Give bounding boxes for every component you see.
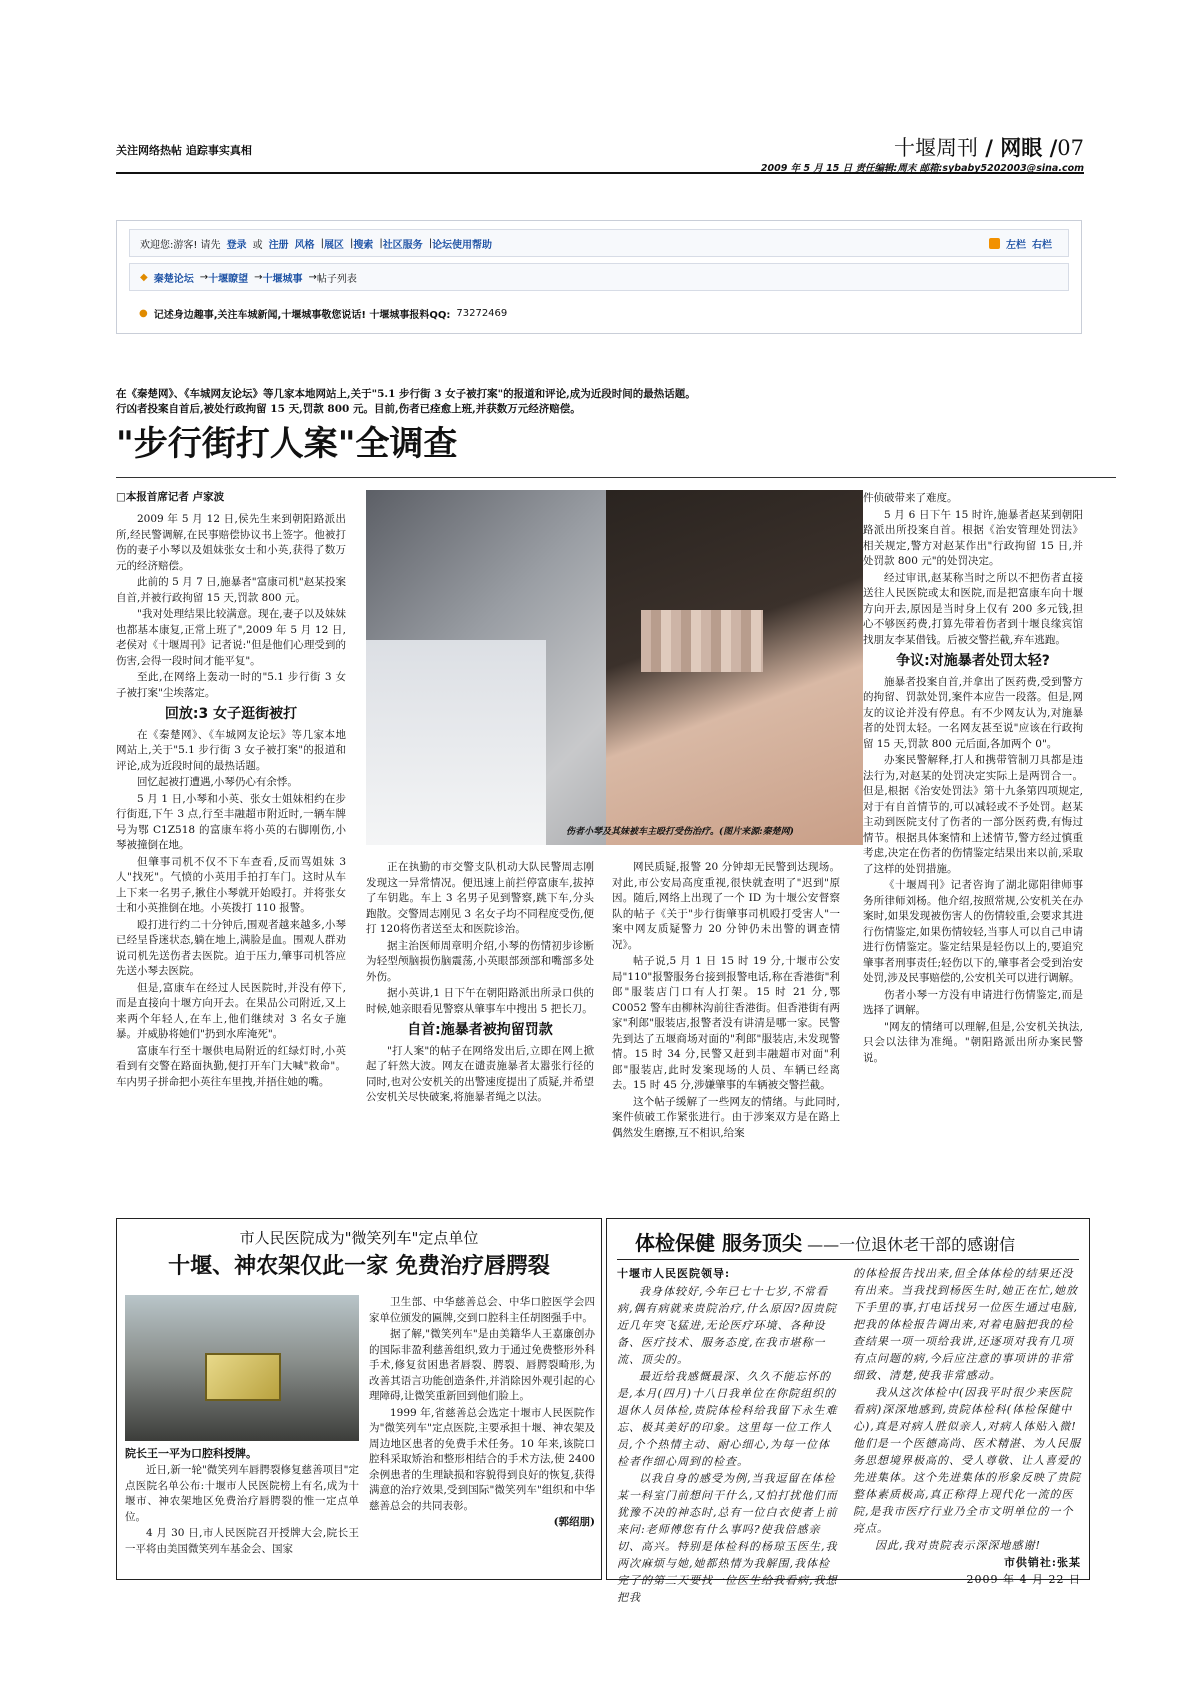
paragraph: 5 月 1 日,小琴和小英、张女士姐妹相约在步行街逛,下午 3 点,行至丰融超市附近时,一辆车牌号为鄂 C1Z518 的富康车将小英的右脚刚伤,小琴被撞倒在地。	[116, 792, 346, 851]
article-headline: "步行街打人案"全调查	[116, 424, 458, 464]
letter-title-main: 体检保健 服务顶尖	[635, 1231, 802, 1255]
ad1-photo-caption: 院长王一平为口腔科授牌。	[125, 1447, 257, 1460]
article-byline: □本报首席记者 卢家波	[116, 491, 225, 503]
paragraph: 据了解,"微笑列车"是由美籍华人王嘉廉创办的国际非盈利慈善组织,致力于通过免费整形外科手术,修复贫困患者唇裂、腭裂、唇腭裂畸形,为改善其语言功能创造条件,并消除因外观引起的心理障碍,让微笑重新回到他们脸上。	[369, 1328, 595, 1402]
paragraph: 在《秦楚网》、《车城网友论坛》等几家本地网站上,关于"5.1 步行街 3 女子被打案"的报道和评论,成为近段时间的最热话题。	[116, 728, 346, 772]
notice-icon: ●	[139, 307, 148, 319]
forum-topbar: 欢迎您:游客! 请先 登录 或 注册 风格 | 展区 | 搜索 | 社区服务 | 论坛使用帮助 左栏 右栏	[129, 229, 1069, 257]
paragraph: 件侦破带来了难度。	[863, 492, 958, 504]
paragraph: 的体检报告找出来,但全体体检的结果还没有出来。当我找到杨医生时,她正在忙,她放下手里的事,打电话找另一位医生通过电脑,把我的体检报告调出来,对着电脑把我的检查结果一项一项给我讲,还逐项对我有几项有点问题的病,今后应注意的事项讲的非常细致、清楚,使我非常感动。	[853, 1267, 1078, 1382]
paragraph: 我从这次体检中(因我平时很少来医院看病)深深地感到,贵院体检科(体检保健中心),真是对病人胜似亲人,对病人体贴入微!他们是一个医德高尚、医术精湛、为人民服务思想境界极高的、受人尊敬、让人喜爱的先进集体。这个先进集体的形象反映了贵院整体素质极高,真正称得上现代化一流的医院,是我市医疗行业乃全市文明单位的一个亮点。	[853, 1386, 1081, 1535]
paragraph: 正在执勤的市交警支队机动大队民警周志刚发现这一异常情况。便迅速上前拦停富康车,拔掉了车钥匙。车上 3 名男子见到警察,跳下车,分头跑散。交警周志刚见 3 名女子均不同程度受伤,便打 120将伤者送至太和医院诊治。	[366, 861, 594, 935]
letter-signer: 市供销社:张某	[1003, 1556, 1081, 1569]
article-column-2	[366, 860, 594, 1107]
forum-left-column[interactable]: 左栏	[1006, 239, 1026, 251]
header-rule	[116, 172, 1084, 174]
paragraph: 以我自身的感受为例,当我逗留在体检某一科室门前想问干什么,又怕打扰他们而犹豫不决的神态时,总有一位白衣使者上前来问:老师傅您有什么事吗?使我倍感亲切、高兴。特别是体检科的杨琼玉医生,我两次麻烦与她,她都热情为我解围,我体检完了的第三天要找一位医生给我看病,我想把我	[617, 1472, 838, 1604]
page-number: 07	[1057, 136, 1084, 160]
subheading-dispute: 争议:对施暴者处罚太轻?	[896, 653, 1050, 669]
forum-welcome: 欢迎您:游客! 请先	[140, 239, 221, 251]
paragraph: 但肇事司机不仅不下车查看,反而骂姐妹 3 人"找死"。气愤的小英用手拍打车门。这时从车上下来一名男子,揪住小琴就开始殴打。并将张女士和小英推倒在地。小英拨打 110 报警。	[116, 855, 346, 914]
photo-caption: 伤者小琴及其妹被车主殴打受伤治疗。(图片来源:秦楚网)	[566, 827, 794, 837]
forum-link-help[interactable]: 论坛使用帮助	[432, 239, 493, 251]
paragraph: 《十堰周刊》记者咨询了湖北郧阳律师事务所律师刘杨。他介绍,按照常规,公安机关在办案时,如果发现被伤害人的伤情较重,会要求其进行伤情鉴定,如果伤情较轻,当事人可以自己申请进行伤情鉴定。鉴定结果是轻伤以上的,要追究肇事者刑事责任;轻伤以下的,肇事者会受到治安处罚,涉及民事赔偿的,公安机关可以进行调解。	[863, 879, 1083, 984]
paragraph: 此前的 5 月 7 日,施暴者"富康司机"赵某投案自首,并被行政拘留 15 天,罚款 800 元。	[116, 576, 346, 604]
subheading-replay: 回放:3 女子逛街被打	[164, 706, 298, 722]
ad1-column-2	[369, 1295, 595, 1531]
letter-title	[635, 1227, 1015, 1256]
paragraph: 经过审讯,赵某称当时之所以不把伤者直接送往人民医院或太和医院,而是把富康车向十堰方向开去,原因是当时身上仅有 200 多元钱,担心不够医药费,打算先带着伤者到十堰良缘宾馆找朋友李某借钱。后被交警拦截,弃车逃跑。	[863, 571, 1083, 646]
paragraph: 5 月 6 日下午 15 时许,施暴者赵某到朝阳路派出所投案自首。根据《治安管理处罚法》相关规定,警方对赵某作出"行政拘留 15 日,并处罚款 800 元"的处罚决定。	[863, 508, 1083, 567]
paragraph: 据主治医师周章明介绍,小琴的伤情初步诊断为轻型颅脑损伤脑震荡,小英眼部颈部和嘴部多处外伤。	[366, 939, 594, 983]
paragraph: 最近给我感慨最深、久久不能忘怀的是,本月(四月)十八日我单位在你院组织的退休人员体检,贵院体检科给我留下永生难忘、极其美好的印象。这里每一位工作人员,个个热情主动、耐心细心,为每一位体检者作细心周到的检查。	[617, 1370, 838, 1468]
ad1-kicker: 市人民医院成为"微笑列车"定点单位	[239, 1229, 479, 1247]
paragraph: 据小英讲,1 日下午在朝阳路派出所录口供的时候,她亲眼看见警察从肇事车中搜出 5 把长刀。	[366, 987, 594, 1015]
paragraph: 富康车行至十堰供电局附近的红绿灯时,小英看到有交警在路面执勤,便打开车门大喊"救命"。车内男子拼命把小英往车里拽,并捂住她的嘴。	[116, 1044, 346, 1088]
header-masthead: 十堰周刊 / 网眼 /07	[893, 135, 1084, 160]
plaque	[205, 1353, 281, 1401]
letter-salutation: 十堰市人民医院领导:	[617, 1267, 731, 1280]
article-photo	[366, 490, 863, 845]
forum-login-link[interactable]: 登录	[226, 239, 247, 251]
forum-screenshot	[116, 220, 1082, 334]
paragraph: 回忆起被打遭遇,小琴仍心有余悸。	[137, 776, 298, 788]
paragraph: "打人案"的帖子在网络发出后,立即在网上掀起了轩然大波。网友在谴责施暴者太嚣张行径的同时,也对公安机关的出警速度提出了质疑,并希望公安机关尽快破案,将施暴者绳之以法。	[366, 1044, 594, 1103]
article-column-4	[863, 491, 1083, 1067]
forum-breadcrumb: ◆ 秦楚论坛 → 十堰瞭望 → 十堰城事 → 帖子列表	[129, 263, 1069, 291]
paragraph: 2009 年 5 月 12 日,侯先生来到朝阳路派出所,经民警调解,在民事赔偿协议书上签字。他被打伤的妻子小琴以及姐妹张女士和小英,获得了数万元的经济赔偿。	[116, 513, 346, 572]
paragraph: 卫生部、中华慈善总会、中华口腔医学会四家单位颁发的匾牌,交到口腔科主任胡图强手中。	[369, 1296, 595, 1324]
paper-name: 十堰周刊	[893, 136, 978, 160]
paragraph: "我对处理结果比较满意。现在,妻子以及妹妹也都基本康复,正常上班了",2009 年 5 月 12 日,老侯对《十堰周刊》记者说:"但是他们心理受到的伤害,会得一段时间才能平复"。	[116, 608, 346, 667]
paragraph: 伤者小琴一方没有申请进行伤情鉴定,而是选择了调解。	[863, 988, 1083, 1016]
breadcrumb-item-2[interactable]: 十堰城事	[262, 273, 303, 285]
section-name: 网眼	[1000, 135, 1043, 160]
home-icon: ◆	[140, 271, 148, 283]
paragraph: 近日,新一轮"微笑列车唇腭裂修复慈善项目"定点医院名单公布:十堰市人民医院榜上有名,成为十堰市、神农架地区免费治疗唇腭裂的惟一定点单位。	[125, 1464, 359, 1523]
forum-right-column[interactable]: 右栏	[1032, 239, 1052, 251]
article-column-3	[612, 860, 840, 1142]
subheading-surrender: 自首:施暴者被拘留罚款	[407, 1022, 553, 1038]
paragraph: 网民质疑,报警 20 分钟却无民警到达现场。对此,市公安局高度重视,很快就查明了"迟到"原因。随后,网络上出现了一个 ID 为十堰公安督察队的帖子《关于"步行街肇事司机殴打受害人"一案中网友质疑警力 20 分钟仍未出警的调查情况》。	[612, 861, 840, 951]
thank-you-letter-box	[606, 1218, 1090, 1604]
paragraph: 4 月 30 日,市人民医院召开授牌大会,院长王一平将由美国微笑列车基金会、国家	[125, 1527, 359, 1555]
forum-qq: 73272469	[456, 307, 508, 319]
letter-column-2	[853, 1265, 1081, 1588]
ad1-headline: 十堰、神农架仅此一家 免费治疗唇腭裂	[168, 1253, 550, 1279]
letter-column-1	[617, 1283, 839, 1606]
paragraph: 殴打进行约二十分钟后,围观者越来越多,小琴已经呈昏迷状态,躺在地上,满脸是血。围观人群劝说司机先送伤者去医院。迫于压力,肇事司机答应先送小琴去医院。	[116, 918, 346, 977]
paragraph: 施暴者投案自首,并拿出了医药费,受到警方的拘留、罚款处罚,案件本应告一段落。但是,网友的议论并没有停息。有不少网友认为,对施暴者的处罚太轻。一名网友甚至说"应该在行政拘留 15 天,罚款 800 元后面,各加两个 0"。	[863, 675, 1083, 750]
paragraph: 至此,在网络上轰动一时的"5.1 步行街 3 女子被打案"尘埃落定。	[116, 671, 346, 699]
breadcrumb-item-1[interactable]: 十堰瞭望	[208, 273, 249, 285]
letter-title-sub: ——一位退休老干部的感谢信	[807, 1235, 1016, 1254]
blurred-face	[641, 610, 763, 672]
paragraph: 1999 年,省慈善总会选定十堰市人民医院作为"微笑列车"定点医院,主要承担十堰、神农架及周边地区患者的免费手术任务。10 年来,该院口腔科采取矫治和整形相结合的手术方法,使 2400 余例患者的生理缺损和容貌得到良好的恢复,获得满意的治疗效果,受到国际"微笑列车"组织和中华慈善总会的共同表彰。	[369, 1406, 595, 1512]
ad1-author: (郭绍朋)	[553, 1516, 595, 1528]
paragraph: 这个帖子缓解了一些网友的情绪。与此同时,案件侦破工作紧张进行。由于涉案双方是在路上偶然发生磨擦,互不相识,给案	[612, 1095, 840, 1139]
hospital-news-box	[116, 1218, 602, 1580]
headline-rule	[116, 477, 1116, 478]
rss-icon[interactable]	[989, 238, 1000, 249]
paragraph: 办案民警解释,打人和携带管制刀具都是违法行为,对赵某的处罚决定实际上是两罚合一。但是,根据《治安处罚法》第十九条第四项规定,对于有自首情节的,可以减轻或不予处罚。赵某主动到医院支付了伤者的一部分医药费,有悔过情节。根据具体案情和上述情节,警方经过慎重考虑,决定在伤者的伤情鉴定结果出来以前,采取了这样的处罚措施。	[863, 754, 1083, 875]
forum-link-service[interactable]: 社区服务	[382, 239, 423, 251]
article-lead-2: 行凶者投案自首后,被处行政拘留 15 天,罚款 800 元。目前,伤者已痊愈上班,并获数万元经济赔偿。	[116, 403, 581, 415]
date-line: 2009 年 5 月 15 日 责任编辑:周末 邮箱:sybaby5202003@sina.com	[760, 163, 1084, 174]
ad1-column-1	[125, 1463, 359, 1558]
forum-link-exhibit[interactable]: 展区	[323, 239, 344, 251]
paragraph: "网友的情绪可以理解,但是,公安机关执法,只会以法律为准绳。"朝阳路派出所办案民警说。	[863, 1020, 1083, 1064]
paragraph: 因此,我对贵院表示深深地感谢!	[875, 1539, 1041, 1552]
forum-register-link[interactable]: 注册	[268, 239, 289, 251]
breadcrumb-item-0[interactable]: 秦楚论坛	[153, 273, 194, 285]
breadcrumb-item-3: 帖子列表	[316, 273, 357, 285]
article-column-1	[116, 512, 346, 1091]
paragraph: 帖子说,5 月 1 日 15 时 19 分,十堰市公安局"110"报警服务台接到报警电话,称在香港街"利郎"服装店门口有人打架。15 时 21 分,鄂 C0052 警车由柳林沟前往香港街。但香港街有两家"利郎"服装店,报警者没有讲清是哪一家。民警先到达了五堰商场对面的"利郎"服装店,未发现警情。15 时 34 分,民警又赶到丰融超市对面"利郎"服装店,此时发案现场的人员、车辆已经离去。15 时 45 分,涉嫌肇事的车辆被交警拦截。	[612, 955, 840, 1091]
paragraph: 但是,富康车在经过人民医院时,并没有停下,而是直接向十堰方向开去。在果品公司附近,又上来两个年轻人,在车上,他们继续对 3 名女子施暴。并威胁将她们"扔到水库淹死"。	[116, 981, 346, 1040]
forum-link-search[interactable]: 搜索	[353, 239, 374, 251]
paragraph: 我身体较好,今年已七十七岁,不常看病,偶有病就来贵院治疗,什么原因?因贵院近几年突飞猛进,无论医疗环境、各种设备、医疗技术、服务态度,在我市堪称一流、顶尖的。	[617, 1285, 837, 1366]
article-lead-1: 在《秦楚网》、《车城网友论坛》等几家本地网站上,关于"5.1 步行街 3 女子被打案"的报道和评论,成为近段时间的最热话题。	[116, 388, 696, 400]
header-tagline: 关注网络热帖 追踪事实真相	[116, 144, 252, 157]
forum-notice: ● 记述身边趣事,关注车城新闻,十堰城事敬您说话! 十堰城事报料QQ: 73272469	[129, 299, 1069, 327]
letter-date: 2009 年 4 月 22 日	[966, 1573, 1081, 1586]
forum-link-style[interactable]: 风格	[294, 239, 315, 251]
ad1-photo	[125, 1295, 359, 1441]
